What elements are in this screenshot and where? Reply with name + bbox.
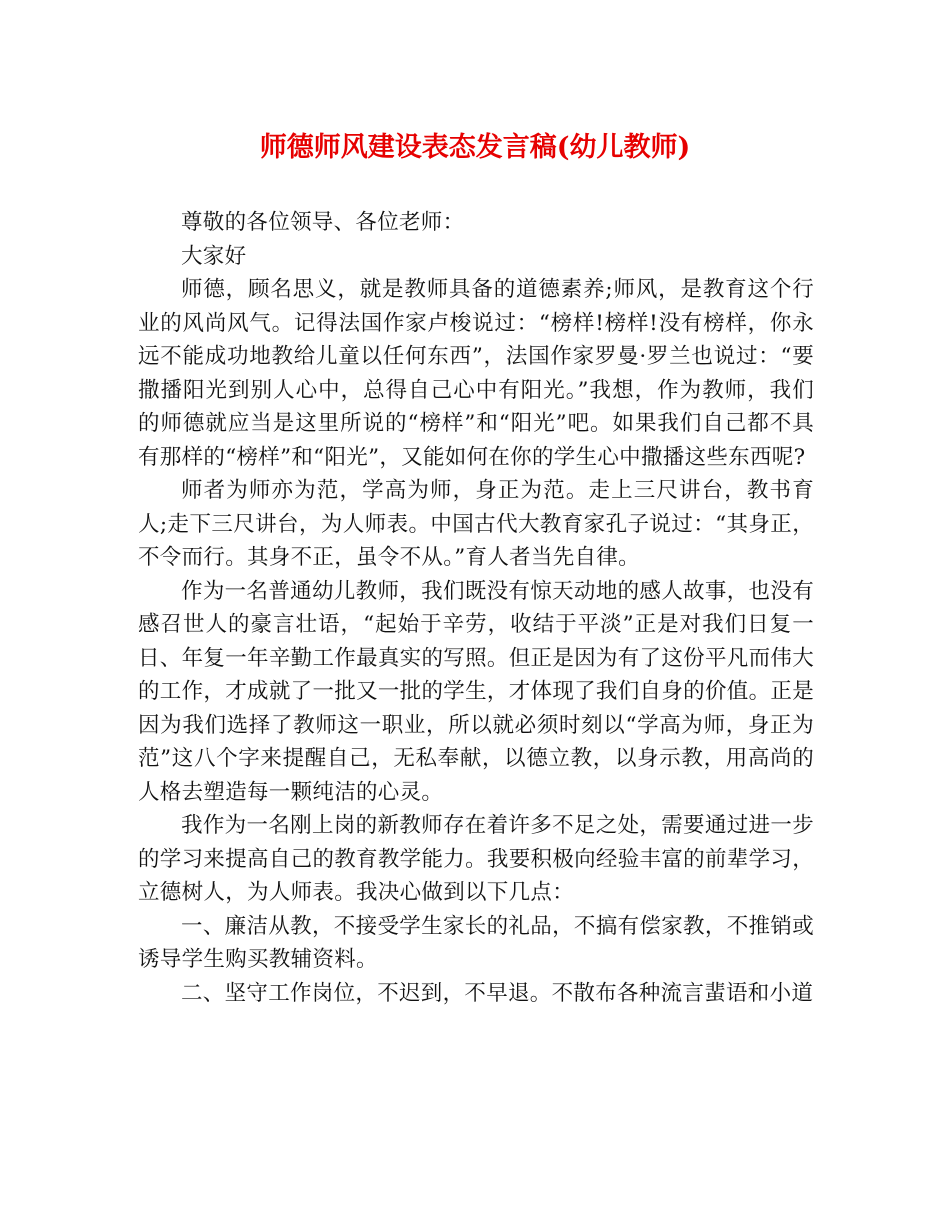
pledge-item-2: 二、坚守工作岗位，不迟到，不早退。不散布各种流言蜚语和小道 (181, 980, 814, 1006)
greeting-paragraph: 大家好 (181, 243, 247, 269)
body-paragraph-3: 作为一名普通幼儿教师，我们既没有惊天动地的感人故事，也没有感召世人的豪言壮语，“起始于辛劳，收结于平淡”正是对我们日复一日、年复一年辛勤工作最真实的写照。但正是因为有了这份平凡而伟大的工作，才成就了一批又一批的学生，才体现了我们自身的价值。正是因为我们选择了教师这一职业，所以就必须时刻以“学高为师，身正为范”这八个字来提醒自己，无私奉献，以德立教，以身示教，用高尚的人格去塑造每一颗纯洁的心灵。 (138, 578, 814, 805)
body-paragraph-2: 师者为师亦为范，学高为师，身正为范。走上三尺讲台，教书育人;走下三尺讲台，为人师表。中国古代大教育家孔子说过：“其身正，不令而行。其身不正，虽令不从。”育人者当先自律。 (138, 478, 814, 570)
body-paragraph-4: 我作为一名刚上岗的新教师存在着许多不足之处，需要通过进一步的学习来提高自己的教育教学能力。我要积极向经验丰富的前辈学习，立德树人，为人师表。我决心做到以下几点： (138, 813, 814, 905)
document-title: 师德师风建设表态发言稿(幼儿教师) (259, 132, 691, 163)
pledge-item-1: 一、廉洁从教，不接受学生家长的礼品，不搞有偿家教，不推销或诱导学生购买教辅资料。 (138, 913, 814, 972)
body-paragraph-1: 师德，顾名思义，就是教师具备的道德素养;师风，是教育这个行业的风尚风气。记得法国作家卢梭说过：“榜样!榜样!没有榜样，你永远不能成功地教给儿童以任何东西”，法国作家罗曼·罗兰也说过：“要撒播阳光到别人心中，总得自己心中有阳光。”我想，作为教师，我们的师德就应当是这里所说的“榜样”和“阳光”吧。如果我们自己都不具有那样的“榜样”和“阳光”，又能如何在你的学生心中撒播这些东西呢? (138, 277, 814, 470)
document-body (138, 206, 814, 1010)
salutation-paragraph: 尊敬的各位领导、各位老师： (181, 210, 465, 235)
